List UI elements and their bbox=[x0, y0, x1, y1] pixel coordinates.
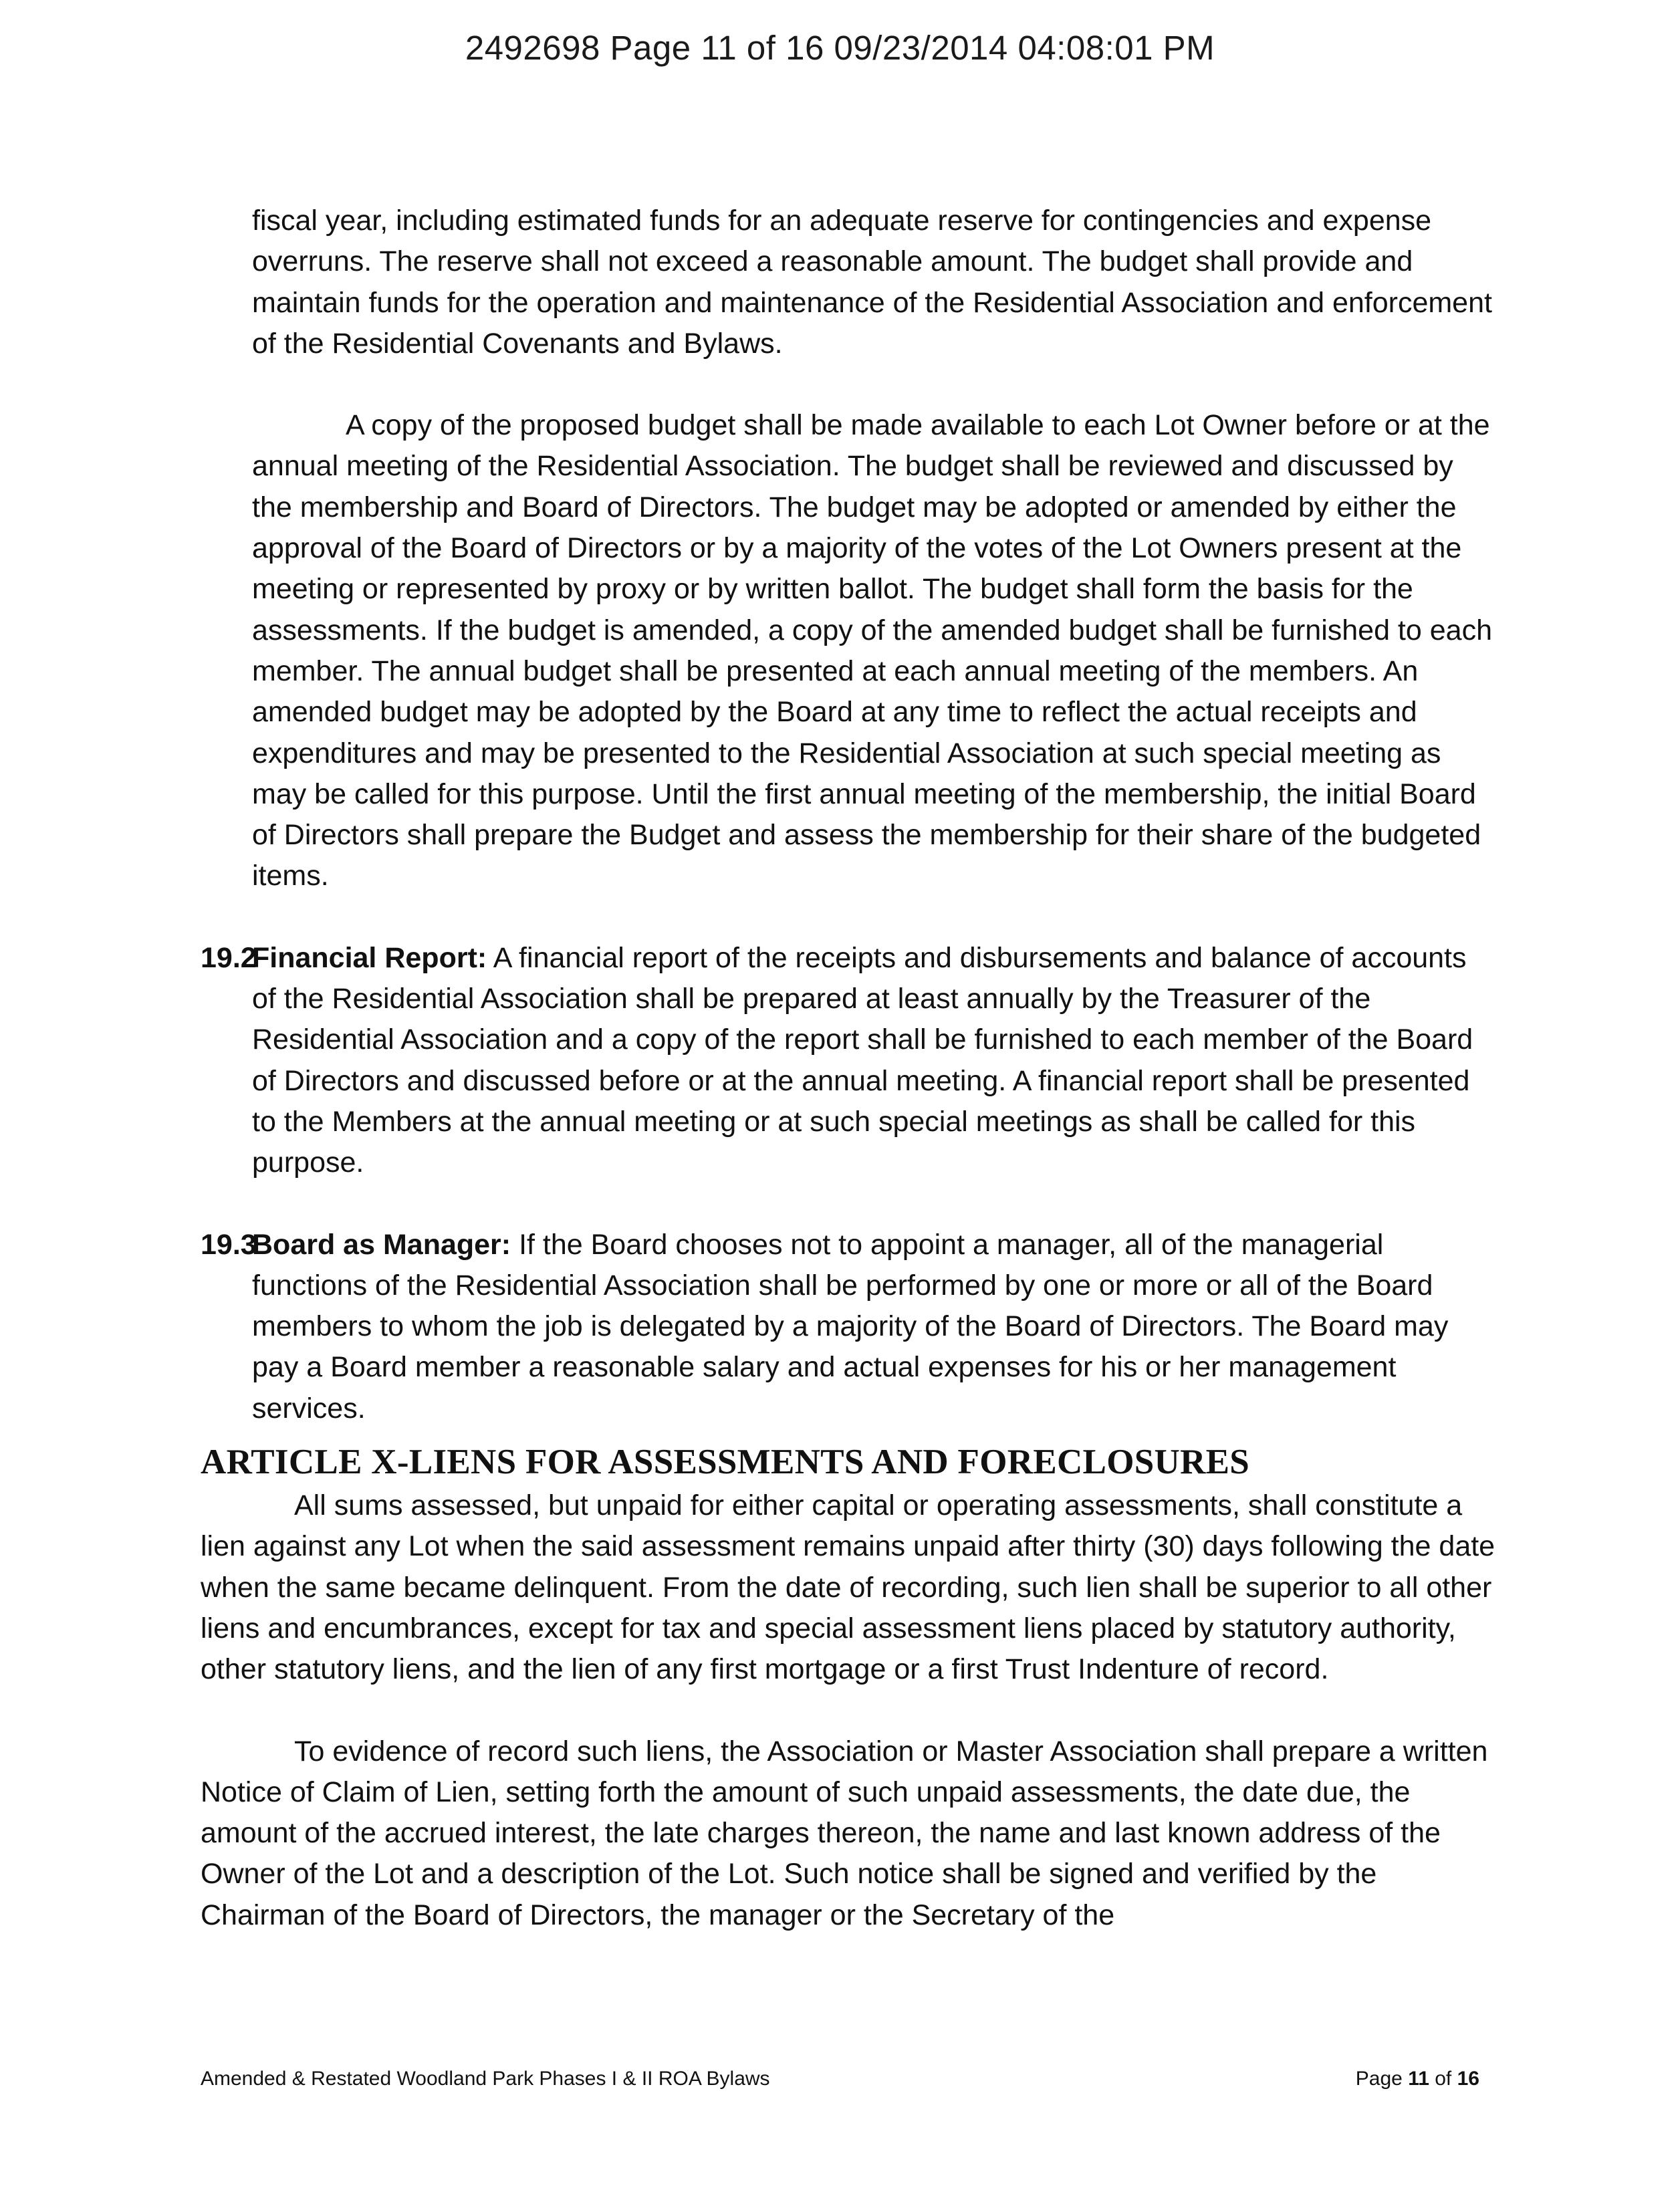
section-19-2 bbox=[201, 938, 1497, 1184]
footer-page-number bbox=[1356, 2068, 1479, 2090]
page-of: of bbox=[1435, 2068, 1452, 2090]
section-heading: Financial Report: bbox=[252, 941, 487, 974]
article-paragraph: All sums assessed, but unpaid for either capital or operating assessments, shall constitute a lien against any Lot when the said assessment remains unpaid after thirty (30) days following the date when the same became delinquent. From the date of recording, such lien shall be superior to all other liens and encumbrances, except for tax and special assessment liens placed by statutory authority, other statutory liens, and the lien of any first mortgage or a first Trust Indenture of record. bbox=[201, 1489, 1495, 1686]
document-body bbox=[201, 201, 1497, 1936]
article-paragraph: To evidence of record such liens, the Association or Master Association shall prepare a written Notice of Claim of Lien, setting forth the amount of such unpaid assessments, the date due, the amount of the accrued interest, the late charges thereon, the name and last known address of the Owner of the Lot and a description of the Lot. Such notice shall be signed and verified by the Chairman of the Board of Directors, the manager or the Secretary of the bbox=[201, 1735, 1488, 1931]
section-text: If the Board chooses not to appoint a manager, all of the managerial functions of the Residential Association shall be performed by one or more or all of the Board members to whom the job is delegated by a majority of the Board of Directors. The Board may pay a Board member a reasonable salary and actual expenses for his or her management services. bbox=[252, 1228, 1449, 1425]
recording-stamp: 2492698 Page 11 of 16 09/23/2014 04:08:01 PM bbox=[465, 29, 1215, 67]
section-19-3 bbox=[201, 1225, 1497, 1429]
page-total: 16 bbox=[1457, 2068, 1479, 2090]
continuation-paragraph: fiscal year, including estimated funds for an adequate reserve for contingencies and expense overruns. The reserve shall not exceed a reasonable amount. The budget shall provide and maintain funds for the operation and maintenance of the Residential Association and enforcement of the Residential Covenants and Bylaws. bbox=[252, 205, 1492, 360]
footer-document-title: Amended & Restated Woodland Park Phases I & II ROA Bylaws bbox=[201, 2068, 770, 2090]
budget-paragraph: A copy of the proposed budget shall be made available to each Lot Owner before or at the annual meeting of the Residential Association. The budget shall be reviewed and discussed by the membership and Board of Directors. The budget may be adopted or amended by either the approval of the Board of Directors or by a majority of the votes of the Lot Owners present at the meeting or represented by proxy or by written ballot. The budget shall form the basis for the assessments. If the budget is amended, a copy of the amended budget shall be furnished to each member. The annual budget shall be presented at each annual meeting of the members. An amended budget may be adopted by the Board at any time to reflect the actual receipts and expenditures and may be presented to the Residential Association at such special meeting as may be called for this purpose. Until the first annual meeting of the membership, the initial Board of Directors shall prepare the Budget and assess the membership for their share of the budgeted items. bbox=[252, 409, 1492, 892]
section-heading: Board as Manager: bbox=[252, 1228, 511, 1261]
section-number: 19.3 bbox=[201, 1228, 257, 1261]
section-number: 19.2 bbox=[201, 941, 257, 974]
page-current: 11 bbox=[1408, 2068, 1429, 2090]
page-label: Page bbox=[1355, 2068, 1403, 2090]
section-text: A financial report of the receipts and disbursements and balance of accounts of the Residential Association shall be prepared at least annually by the Treasurer of the Residential Association and a copy of the report shall be furnished to each member of the Board of Directors and discussed before or at the annual meeting. A financial report shall be presented to the Members at the annual meeting or at such special meetings as shall be called for this purpose. bbox=[252, 941, 1473, 1179]
article-heading: ARTICLE X-LIENS FOR ASSESSMENTS AND FORECLOSURES bbox=[201, 1443, 1250, 1482]
